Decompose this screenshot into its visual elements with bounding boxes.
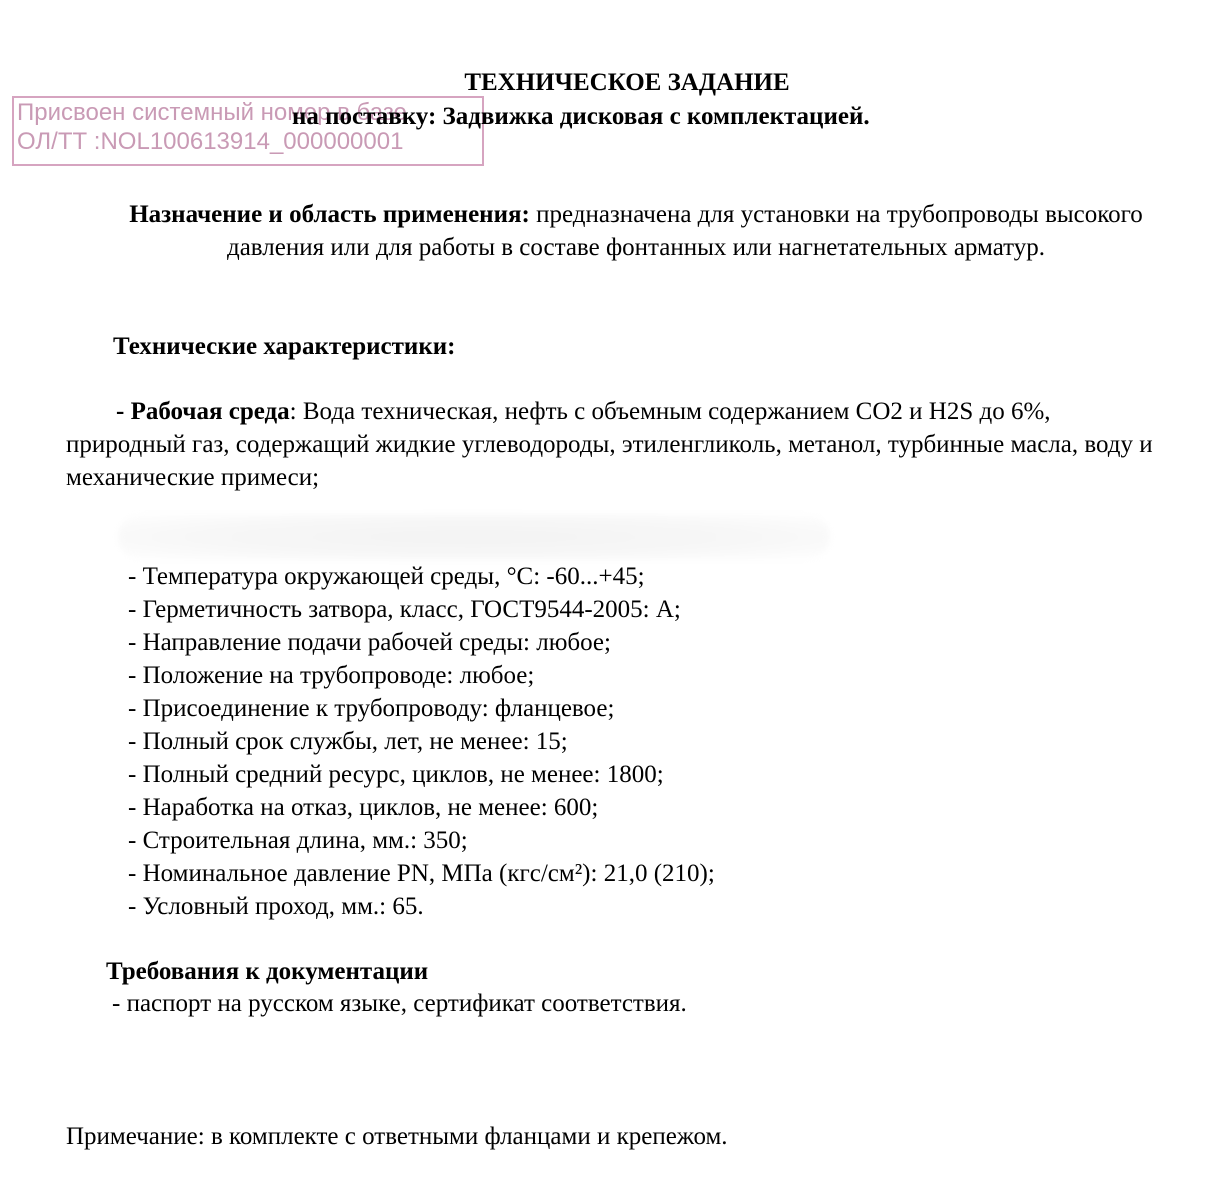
- spec-item: - Положение на трубопроводе: любое;: [128, 662, 535, 689]
- documentation-item: - паспорт на русском языке, сертификат соответствия.: [112, 990, 687, 1017]
- document-title: ТЕХНИЧЕСКОЕ ЗАДАНИЕ: [464, 69, 790, 96]
- spec-item: - Строительная длина, мм.: 350;: [128, 827, 468, 854]
- spec-item: - Полный средний ресурс, циклов, не менее: 1800;: [128, 761, 664, 788]
- document-subtitle: на поставку: Задвижка дисковая с комплектацией.: [292, 103, 870, 130]
- working-medium-text: : Вода техническая, нефть с объемным содержанием СО2 и Н2S до 6%, природный газ, содержащий жидкие углеводороды, этиленгликоль, метанол, турбинные масла, воду и механические примеси;: [66, 398, 1153, 491]
- spec-item: - Номинальное давление PN, МПа (кгс/см²): 21,0 (210);: [128, 860, 715, 887]
- documentation-heading: Требования к документации: [106, 958, 429, 985]
- spec-item: - Присоединение к трубопроводу: фланцевое;: [128, 695, 615, 722]
- spec-item: - Наработка на отказ, циклов, не менее: 600;: [128, 794, 599, 821]
- purpose-text: предназначена для установки на трубопроводы высокого давления или для работы в составе фонтанных или нагнетательных арматур.: [226, 201, 1143, 261]
- redacted-blur: [118, 514, 830, 560]
- stamp-line-2: ОЛ/ТТ :NOL100613914_000000001: [17, 128, 404, 155]
- spec-item: - Условный проход, мм.: 65.: [128, 893, 424, 920]
- purpose-paragraph: [96, 198, 1176, 264]
- working-medium-paragraph: [66, 395, 1156, 494]
- spec-item: - Температура окружающей среды, °С: -60...+45;: [128, 563, 645, 590]
- stamp-line-1: Присвоен системный номер в базе: [17, 99, 407, 126]
- spec-item: - Направление подачи рабочей среды: любое;: [128, 629, 611, 656]
- spec-item: - Полный срок службы, лет, не менее: 15;: [128, 728, 568, 755]
- spec-list: [128, 560, 715, 923]
- specs-heading: Технические характеристики:: [113, 333, 456, 360]
- note: Примечание: в комплекте с ответными фланцами и крепежом.: [66, 1123, 728, 1150]
- working-medium-label: - Рабочая среда: [116, 398, 290, 425]
- purpose-label: Назначение и область применения:: [129, 201, 530, 228]
- spec-item: - Герметичность затвора, класс, ГОСТ9544-2005: А;: [128, 596, 681, 623]
